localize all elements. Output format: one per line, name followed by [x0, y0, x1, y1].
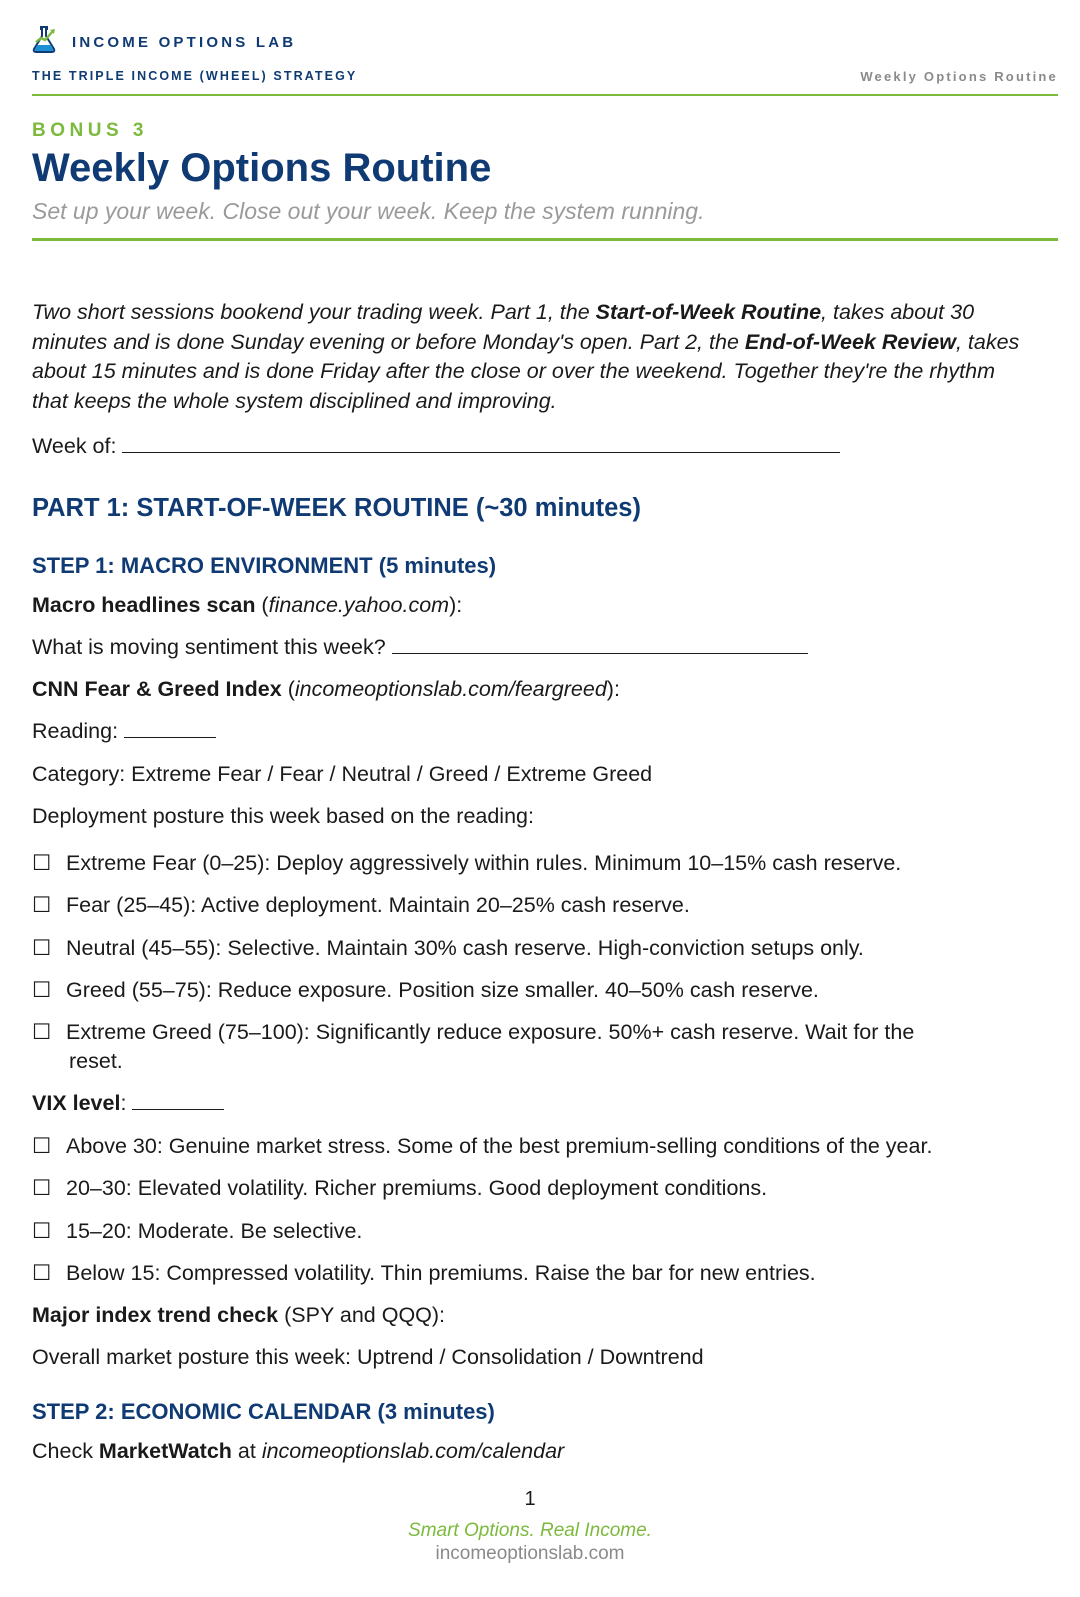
- brand-header: [32, 24, 296, 54]
- end-of-week-emphasis: End-of-Week Review: [744, 329, 956, 354]
- page-subtitle: Set up your week. Close out your week. Keep the system running.: [32, 198, 705, 224]
- sentiment-blank[interactable]: [392, 635, 808, 654]
- yahoo-finance-link[interactable]: finance.yahoo.com: [268, 593, 450, 617]
- page-number: 1: [524, 1488, 536, 1510]
- start-of-week-emphasis: Start-of-Week Routine: [595, 300, 822, 324]
- calendar-line: Check MarketWatch at incomeoptionslab.com/calendar: [32, 1439, 565, 1463]
- reading-field[interactable]: Reading:: [32, 719, 216, 744]
- checkbox-icon[interactable]: ☐: [32, 1219, 52, 1243]
- footer-tagline: Smart Options. Real Income.: [408, 1520, 652, 1541]
- market-posture-line: Overall market posture this week: Uptrend / Consolidation / Downtrend: [32, 1345, 704, 1369]
- part-1-heading: PART 1: START-OF-WEEK ROUTINE (~30 minutes): [32, 494, 641, 522]
- checkbox-item-vix-15-20[interactable]: ☐ 15–20: Moderate. Be selective.: [32, 1217, 1032, 1246]
- strategy-name: THE TRIPLE INCOME (WHEEL) STRATEGY: [32, 69, 358, 83]
- checkbox-item-extreme-greed[interactable]: ☐ Extreme Greed (75–100): Significantly reduce exposure. 50%+ cash reserve. Wait for the reset.: [32, 1020, 915, 1073]
- checkbox-icon[interactable]: ☐: [32, 936, 52, 960]
- step-1-heading: STEP 1: MACRO ENVIRONMENT (5 minutes): [32, 553, 497, 578]
- calendar-link[interactable]: incomeoptionslab.com/calendar: [261, 1439, 565, 1463]
- checkbox-item-greed[interactable]: ☐ Greed (55–75): Reduce exposure. Position size smaller. 40–50% cash reserve.: [32, 976, 1032, 1005]
- checkbox-item-vix-20-30[interactable]: ☐ 20–30: Elevated volatility. Richer premiums. Good deployment conditions.: [32, 1174, 1032, 1203]
- intro-paragraph: Two short sessions bookend your trading week. Part 1, the Start-of-Week Routine, takes about 30 minutes and is done Sunday evening or before Monday's open. Part 2, the End-of-Week Review, takes about 15 minutes and is done Friday after the close or over the weekend. Together they're the rhythm that keeps the whole system disciplined and improving.: [32, 300, 1020, 413]
- checkbox-item-vix-below-15[interactable]: ☐ Below 15: Compressed volatility. Thin premiums. Raise the bar for new entries.: [32, 1259, 1032, 1288]
- week-of-field[interactable]: Week of:: [32, 434, 840, 459]
- reading-blank[interactable]: [124, 719, 216, 738]
- vix-level-field[interactable]: VIX level:: [32, 1091, 224, 1116]
- checkbox-icon[interactable]: ☐: [32, 1134, 52, 1158]
- header-divider: [32, 94, 1058, 96]
- footer-url[interactable]: incomeoptionslab.com: [435, 1543, 625, 1564]
- checkbox-item-fear[interactable]: ☐ Fear (25–45): Active deployment. Maintain 20–25% cash reserve.: [32, 891, 1032, 920]
- running-header-title: Weekly Options Routine: [860, 69, 1058, 84]
- fear-greed-link[interactable]: incomeoptionslab.com/feargreed: [294, 677, 607, 701]
- step-2-heading: STEP 2: ECONOMIC CALENDAR (3 minutes): [32, 1399, 495, 1424]
- checkbox-item-vix-above-30[interactable]: ☐ Above 30: Genuine market stress. Some of the best premium-selling conditions of the year.: [32, 1132, 1032, 1161]
- checkbox-icon[interactable]: ☐: [32, 851, 52, 875]
- checkbox-icon[interactable]: ☐: [32, 1176, 52, 1200]
- macro-headlines-line: Macro headlines scan (finance.yahoo.com):: [32, 593, 463, 617]
- sentiment-question-field[interactable]: What is moving sentiment this week?: [32, 635, 808, 660]
- checkbox-icon[interactable]: ☐: [32, 978, 52, 1002]
- checkbox-icon[interactable]: ☐: [32, 893, 52, 917]
- bonus-label: BONUS 3: [32, 120, 148, 141]
- checkbox-item-extreme-fear[interactable]: ☐ Extreme Fear (0–25): Deploy aggressively within rules. Minimum 10–15% cash reserve.: [32, 849, 1032, 878]
- flask-chart-icon: [32, 25, 58, 53]
- subheader: [32, 69, 1058, 87]
- posture-prompt: Deployment posture this week based on the reading:: [32, 804, 534, 828]
- page-title: Weekly Options Routine: [32, 146, 492, 190]
- checkbox-item-neutral[interactable]: ☐ Neutral (45–55): Selective. Maintain 30% cash reserve. High-conviction setups only.: [32, 934, 1032, 963]
- checkbox-icon[interactable]: ☐: [32, 1020, 52, 1044]
- category-line: Category: Extreme Fear / Fear / Neutral / Greed / Extreme Greed: [32, 762, 653, 786]
- trend-check-line: Major index trend check (SPY and QQQ):: [32, 1303, 446, 1327]
- fear-greed-line: CNN Fear & Greed Index (incomeoptionslab.com/feargreed):: [32, 677, 620, 701]
- checkbox-icon[interactable]: ☐: [32, 1261, 52, 1285]
- week-of-blank[interactable]: [122, 434, 840, 453]
- brand-name: INCOME OPTIONS LAB: [72, 33, 297, 51]
- title-divider: [32, 238, 1058, 241]
- vix-blank[interactable]: [132, 1091, 224, 1110]
